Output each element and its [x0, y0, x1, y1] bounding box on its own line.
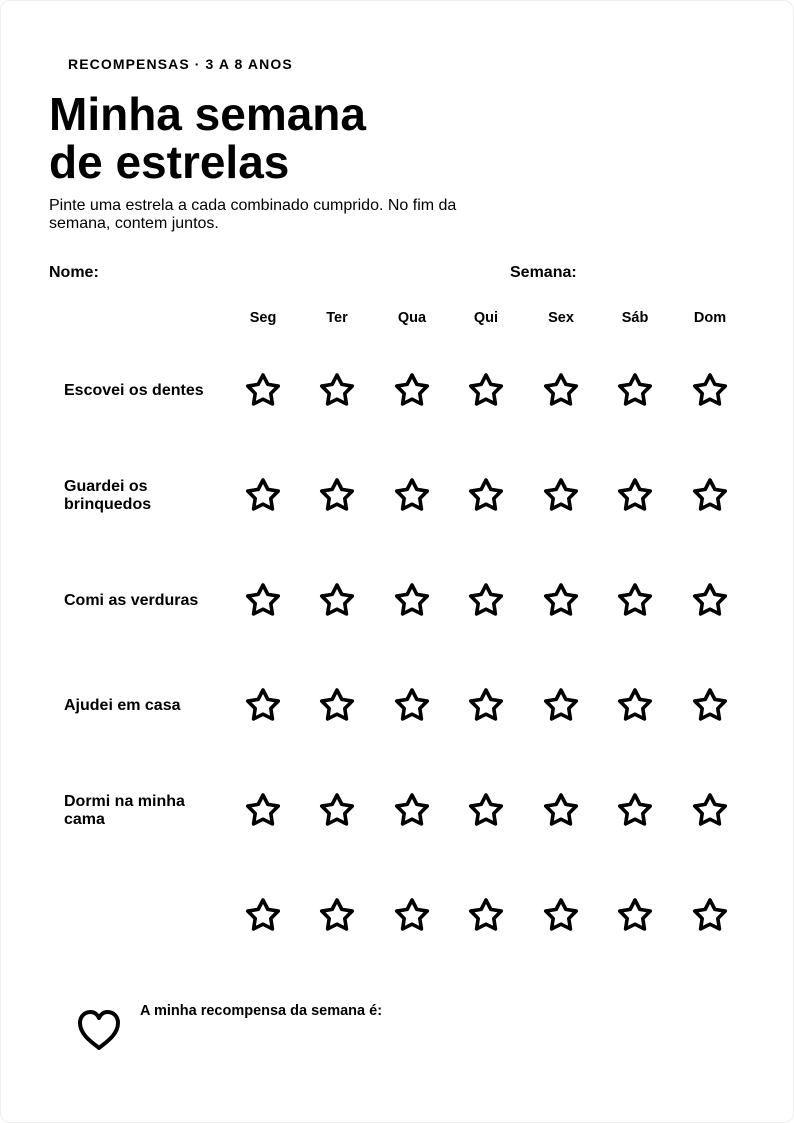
- title-line-1: Minha semana: [49, 88, 366, 140]
- star-icon[interactable]: [541, 476, 581, 516]
- task-label: Dormi na minha cama: [64, 793, 185, 828]
- star-icon[interactable]: [317, 371, 357, 411]
- task-label: Escovei os dentes: [64, 382, 204, 399]
- week-field-label: Semana:: [510, 264, 577, 281]
- star-icon[interactable]: [392, 371, 432, 411]
- task-label: Guardei os brinquedos: [64, 478, 152, 513]
- star-icon[interactable]: [690, 896, 730, 936]
- star-icon[interactable]: [392, 686, 432, 726]
- reward-label: A minha recompensa da semana é:: [140, 1003, 383, 1019]
- star-icon[interactable]: [690, 581, 730, 621]
- star-icon[interactable]: [466, 476, 506, 516]
- star-icon[interactable]: [317, 686, 357, 726]
- day-header: Qui: [473, 310, 499, 326]
- title-line-2: de estrelas: [49, 136, 290, 188]
- day-header: Seg: [249, 310, 277, 326]
- star-icon[interactable]: [690, 791, 730, 831]
- star-icon[interactable]: [541, 371, 581, 411]
- task-label: Ajudei em casa: [64, 697, 181, 714]
- star-icon[interactable]: [243, 896, 283, 936]
- star-icon[interactable]: [243, 581, 283, 621]
- star-icon[interactable]: [392, 791, 432, 831]
- star-icon[interactable]: [615, 581, 655, 621]
- star-icon[interactable]: [615, 686, 655, 726]
- star-icon[interactable]: [690, 371, 730, 411]
- star-icon[interactable]: [690, 686, 730, 726]
- star-icon[interactable]: [392, 896, 432, 936]
- star-icon[interactable]: [615, 476, 655, 516]
- star-icon[interactable]: [466, 791, 506, 831]
- star-icon[interactable]: [317, 581, 357, 621]
- star-icon[interactable]: [466, 686, 506, 726]
- day-header: Dom: [693, 310, 727, 326]
- star-icon[interactable]: [615, 896, 655, 936]
- star-icon[interactable]: [541, 896, 581, 936]
- day-header: Qua: [397, 310, 427, 326]
- star-icon[interactable]: [243, 371, 283, 411]
- star-icon[interactable]: [541, 581, 581, 621]
- instructions-text: Pinte uma estrela a cada combinado cumprido. No fim da semana, contem juntos.: [49, 197, 457, 232]
- star-icon[interactable]: [317, 476, 357, 516]
- heart-icon: [76, 1008, 122, 1052]
- star-icon[interactable]: [317, 896, 357, 936]
- category-eyebrow: RECOMPENSAS · 3 A 8 ANOS: [68, 56, 293, 72]
- star-icon[interactable]: [690, 476, 730, 516]
- day-header: Ter: [326, 310, 348, 326]
- star-icon[interactable]: [392, 581, 432, 621]
- star-icon[interactable]: [243, 791, 283, 831]
- star-icon[interactable]: [243, 476, 283, 516]
- star-icon[interactable]: [466, 371, 506, 411]
- star-icon[interactable]: [541, 686, 581, 726]
- star-icon[interactable]: [392, 476, 432, 516]
- star-icon[interactable]: [615, 791, 655, 831]
- star-icon[interactable]: [541, 791, 581, 831]
- task-label: Comi as verduras: [64, 592, 199, 609]
- star-icon[interactable]: [466, 896, 506, 936]
- star-icon[interactable]: [466, 581, 506, 621]
- star-icon[interactable]: [243, 686, 283, 726]
- name-field-label: Nome:: [49, 264, 99, 281]
- day-header: Sáb: [621, 310, 649, 326]
- day-header: Sex: [548, 310, 574, 326]
- page-title: [49, 90, 489, 186]
- star-icon[interactable]: [317, 791, 357, 831]
- star-icon[interactable]: [615, 371, 655, 411]
